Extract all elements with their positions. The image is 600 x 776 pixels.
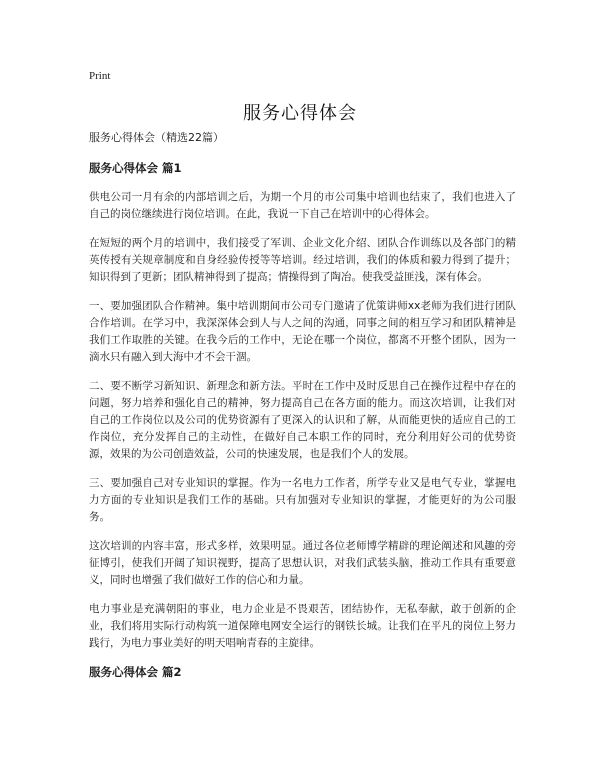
article-body — [89, 130, 516, 693]
section-heading-1: 服务心得体会 篇1 — [89, 161, 182, 175]
paragraph: 二、要不断学习新知识、新理念和新方法。平时在工作中及时反思自己在操作过程中存在的问题，努力培养和强化自己的精神，努力提高自己在各方面的能力。而这次培训，让我们对自己的工作岗位以及公司的优势资源有了更深入的认识和了解，从而能更快的适应自己的工作岗位，充分发挥自己的主动性，在做好自己本职工作的同时，充分利用好公司的优势资源，效果的为公司创造效益，公司的快速发展，也是我们个人的发展。 — [89, 380, 516, 460]
paragraph: 电力事业是充满朝阳的事业，电力企业是不畏艰苦，团结协作，无私奉献，敢于创新的企业，我们将用实际行动构筑一道保障电网安全运行的钢铁长城。让我们在平凡的岗位上努力践行，为电力事业美好的明天唱响青春的主旋律。 — [89, 603, 516, 649]
section-heading-2: 服务心得体会 篇2 — [89, 665, 182, 679]
print-link[interactable]: Print — [89, 70, 111, 82]
paragraph: 供电公司一月有余的内部培训之后，为期一个月的市公司集中培训也结束了，我们也进入了自己的岗位继续进行岗位培训。在此，我说一下自己在培训中的心得体会。 — [89, 191, 516, 220]
article-subtitle: 服务心得体会（精选22篇） — [89, 131, 224, 144]
paragraph: 一、要加强团队合作精神。集中培训期间市公司专门邀请了优策讲师xx老师为我们进行团队合作培训。在学习中，我深深体会到人与人之间的沟通，同事之间的相互学习和团队精神是我们工作取胜的关键。在我今后的工作中，无论在哪一个岗位，都离不开整个团队，因为一滴水只有融入到大海中才不会干涸。 — [89, 300, 516, 363]
paragraph: 三、要加强自己对专业知识的掌握。作为一名电力工作者，所学专业又是电气专业，掌握电力方面的专业知识是我们工作的基础。只有加强对专业知识的掌握，才能更好的为公司服务。 — [89, 477, 516, 523]
paragraph: 在短短的两个月的培训中，我们接受了军训、企业文化介绍、团队合作训练以及各部门的精英传授有关规章制度和自身经验传授等等培训。经过培训，我们的体质和毅力得到了提升；知识得到了更新；团队精神得到了提高；情操得到了陶冶。使我受益匪浅，深有体会。 — [89, 237, 516, 283]
paragraph: 这次培训的内容丰富，形式多样，效果明显。通过各位老师博学精辟的理论阐述和风趣的旁征博引，使我们开阔了知识视野，提高了思想认识，对我们武装头脑，推动工作具有重要意义，同时也增强了我们做好工作的信心和力量。 — [89, 540, 516, 586]
page-title: 服务心得体会 — [243, 103, 357, 124]
